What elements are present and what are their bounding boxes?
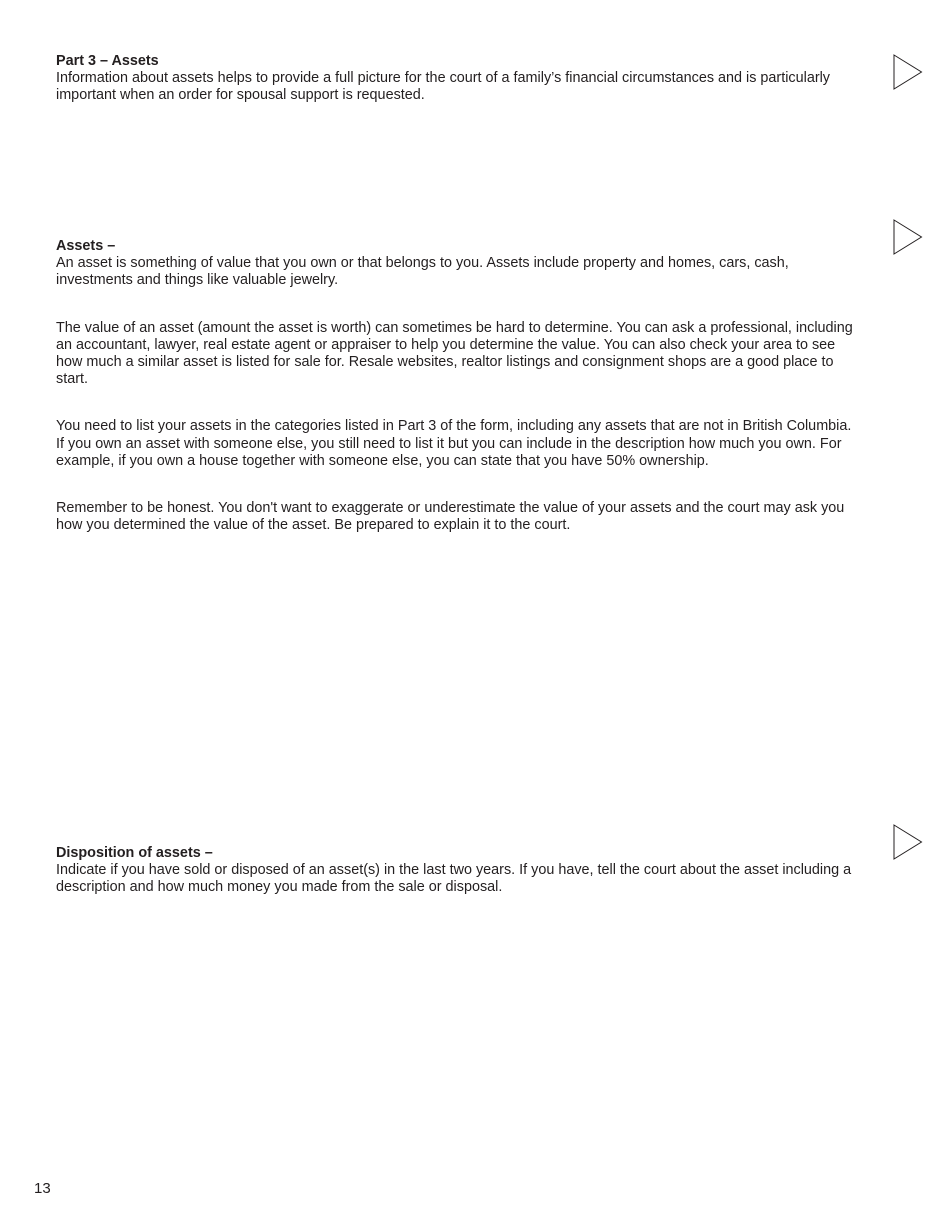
play-triangle-outline-icon — [893, 54, 923, 90]
section-heading: Assets – — [56, 238, 116, 254]
section-paragraph: Remember to be honest. You don't want to exaggerate or underestimate the value of your assets and the court may ask you how you determined the value of the asset. Be prepared to explain it to the court. — [56, 500, 845, 534]
section-part-3-assets — [56, 53, 862, 105]
section-paragraph: The value of an asset (amount the asset is worth) can sometimes be hard to determine. You can ask a professional, including an accountant, lawyer, real estate agent or appraiser to help you determine the value. You can also check your area to see how much a similar asset is listed for sale for. Resale websites, realtor listings and consignment shops are a good place to start. — [56, 319, 853, 388]
section-disposition-of-assets — [56, 845, 862, 897]
section-heading: Disposition of assets – — [56, 845, 213, 861]
play-triangle-outline-icon — [893, 219, 923, 255]
play-triangle-outline-icon — [893, 824, 923, 860]
section-paragraph: Information about assets helps to provide a full picture for the court of a family’s financial circumstances and is particularly important when an order for spousal support is requested. — [56, 70, 831, 104]
section-paragraph: An asset is something of value that you own or that belongs to you. Assets include property and homes, cars, cash, investments and things like valuable jewelry. — [56, 255, 789, 289]
section-assets — [56, 238, 862, 534]
page-number: 13 — [34, 1180, 51, 1197]
section-heading: Part 3 – Assets — [56, 53, 159, 69]
section-paragraph: Indicate if you have sold or disposed of an asset(s) in the last two years. If you have, tell the court about the asset including a description and how much money you made from the sale or disposal. — [56, 862, 852, 896]
section-paragraph: You need to list your assets in the categories listed in Part 3 of the form, including any assets that are not in British Columbia. If you own an asset with someone else, you still need to list it but you can include in the description how much you own. For example, if you own a house together with someone else, you can state that you have 50% ownership. — [56, 418, 852, 469]
